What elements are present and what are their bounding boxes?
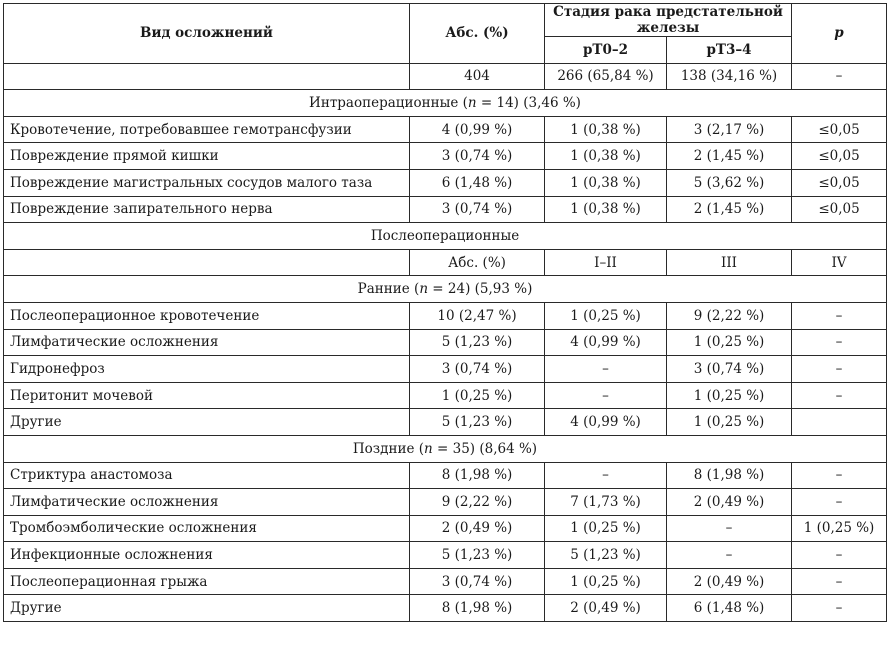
table-cell: 3 (2,17 %) xyxy=(667,116,792,143)
section-title xyxy=(4,276,887,303)
header-complication-type: Вид осложнений xyxy=(4,4,410,64)
table-cell: 8 (1,98 %) xyxy=(410,462,545,489)
table-cell: 3 (0,74 %) xyxy=(410,356,545,383)
table-cell: 2 (0,49 %) xyxy=(410,515,545,542)
table-cell: – xyxy=(792,568,887,595)
table-row xyxy=(4,169,887,196)
header-absolute: Абс. (%) xyxy=(410,4,545,64)
table-cell xyxy=(792,409,887,436)
table-row xyxy=(4,515,887,542)
table-cell: – xyxy=(792,329,887,356)
table-cell: – xyxy=(792,489,887,516)
table-cell: 6 (1,48 %) xyxy=(410,169,545,196)
table-cell: 5 (1,23 %) xyxy=(410,542,545,569)
section-text: Ранние ( xyxy=(357,281,420,298)
table-row xyxy=(4,462,887,489)
postop-header-grade-1-2: I–II xyxy=(545,249,667,276)
header-cancer-stage: Стадия рака предстательной железы xyxy=(545,4,792,37)
postop-header-grade-3: III xyxy=(667,249,792,276)
table-cell: 1 (0,38 %) xyxy=(545,196,667,223)
table-cell: 5 (3,62 %) xyxy=(667,169,792,196)
table-cell: 6 (1,48 %) xyxy=(667,595,792,622)
table-row xyxy=(4,595,887,622)
table-cell: 4 (0,99 %) xyxy=(545,409,667,436)
table-cell: 8 (1,98 %) xyxy=(667,462,792,489)
intraoperative-rows xyxy=(4,116,887,222)
table-cell: 4 (0,99 %) xyxy=(410,116,545,143)
table-cell: – xyxy=(545,462,667,489)
complication-name: Перитонит мочевой xyxy=(4,382,410,409)
table-cell: – xyxy=(667,542,792,569)
header-row xyxy=(4,4,887,37)
table-row xyxy=(4,302,887,329)
complication-name: Инфекционные осложнения xyxy=(4,542,410,569)
postop-header-row xyxy=(4,249,887,276)
table-cell: 3 (0,74 %) xyxy=(410,568,545,595)
complication-name: Кровотечение, потребовавшее гемотрансфузии xyxy=(4,116,410,143)
section-text: Поздние ( xyxy=(352,440,425,457)
table-row xyxy=(4,196,887,223)
postop-header-grade-4: IV xyxy=(792,249,887,276)
table-cell: – xyxy=(792,595,887,622)
table-row xyxy=(4,116,887,143)
table-cell: 4 (0,99 %) xyxy=(545,329,667,356)
complication-name: Повреждение прямой кишки xyxy=(4,143,410,170)
table-cell: 5 (1,23 %) xyxy=(410,329,545,356)
table-cell: 10 (2,47 %) xyxy=(410,302,545,329)
totals-row xyxy=(4,63,887,90)
table-cell: 1 (0,25 %) xyxy=(545,515,667,542)
table-cell: – xyxy=(792,382,887,409)
table-row xyxy=(4,542,887,569)
section-title xyxy=(4,435,887,462)
section-n: n xyxy=(467,94,477,111)
complication-name: Послеоперационная грыжа xyxy=(4,568,410,595)
table-cell: 3 (0,74 %) xyxy=(667,356,792,383)
header-p-value: p xyxy=(792,4,887,64)
table-cell: – xyxy=(792,356,887,383)
section-row-late xyxy=(4,435,887,462)
table-cell: 7 (1,73 %) xyxy=(545,489,667,516)
table-row xyxy=(4,382,887,409)
table-cell: – xyxy=(792,462,887,489)
table-cell: 2 (1,45 %) xyxy=(667,196,792,223)
table-cell: 3 (0,74 %) xyxy=(410,196,545,223)
table-cell: 1 (0,25 %) xyxy=(667,382,792,409)
section-text: Интраоперационные ( xyxy=(309,94,468,111)
table-cell: – xyxy=(545,356,667,383)
table-row xyxy=(4,409,887,436)
table-cell: ≤0,05 xyxy=(792,196,887,223)
table-cell: 2 (0,49 %) xyxy=(667,489,792,516)
section-row-early xyxy=(4,276,887,303)
table-cell: 1 (0,25 %) xyxy=(545,568,667,595)
table-cell: – xyxy=(792,302,887,329)
section-text: = 24) (5,93 %) xyxy=(428,281,533,298)
complication-name: Лимфатические осложнения xyxy=(4,329,410,356)
table-cell: 404 xyxy=(410,63,545,90)
table-cell: – xyxy=(667,515,792,542)
table-cell: 5 (1,23 %) xyxy=(545,542,667,569)
table-cell: 1 (0,25 %) xyxy=(667,329,792,356)
table-cell: 1 (0,25 %) xyxy=(667,409,792,436)
table-cell: 9 (2,22 %) xyxy=(667,302,792,329)
section-text: = 35) (8,64 %) xyxy=(432,440,538,457)
table-cell: 1 (0,25 %) xyxy=(410,382,545,409)
table-cell: 5 (1,23 %) xyxy=(410,409,545,436)
table-cell: 1 (0,38 %) xyxy=(545,116,667,143)
table-row xyxy=(4,143,887,170)
table-cell: 2 (1,45 %) xyxy=(667,143,792,170)
complication-name: Гидронефроз xyxy=(4,356,410,383)
complication-name: Другие xyxy=(4,409,410,436)
table-cell: 1 (0,38 %) xyxy=(545,143,667,170)
header-stage-pt0-2: pT0–2 xyxy=(545,37,667,64)
table-cell: 1 (0,25 %) xyxy=(545,302,667,329)
complication-name: Послеоперационное кровотечение xyxy=(4,302,410,329)
table-cell: 266 (65,84 %) xyxy=(545,63,667,90)
complication-name: Тромбоэмболические осложнения xyxy=(4,515,410,542)
table-cell: ≤0,05 xyxy=(792,143,887,170)
table-row xyxy=(4,329,887,356)
table-cell xyxy=(4,249,410,276)
complications-table xyxy=(3,3,887,622)
table-cell: 2 (0,49 %) xyxy=(667,568,792,595)
section-row-postoperative xyxy=(4,223,887,250)
table-cell: ≤0,05 xyxy=(792,169,887,196)
section-n: n xyxy=(424,440,433,457)
table-row xyxy=(4,356,887,383)
table-row xyxy=(4,489,887,516)
table-cell: – xyxy=(545,382,667,409)
complication-name: Другие xyxy=(4,595,410,622)
table-cell: – xyxy=(792,63,887,90)
complication-name: Лимфатические осложнения xyxy=(4,489,410,516)
complication-name: Стриктура анастомоза xyxy=(4,462,410,489)
section-n: n xyxy=(419,281,429,298)
complication-name: Повреждение магистральных сосудов малого таза xyxy=(4,169,410,196)
table-cell: 3 (0,74 %) xyxy=(410,143,545,170)
table-cell xyxy=(4,63,410,90)
postop-header-absolute: Абс. (%) xyxy=(410,249,545,276)
section-text: = 14) (3,46 %) xyxy=(476,94,581,111)
table-cell: 1 (0,25 %) xyxy=(792,515,887,542)
section-row-intraoperative xyxy=(4,90,887,117)
table-cell: 9 (2,22 %) xyxy=(410,489,545,516)
table-cell: 1 (0,38 %) xyxy=(545,169,667,196)
table-cell: 138 (34,16 %) xyxy=(667,63,792,90)
table-cell: – xyxy=(792,542,887,569)
table-cell: ≤0,05 xyxy=(792,116,887,143)
section-title xyxy=(4,90,887,117)
header-stage-pt3-4: pT3–4 xyxy=(667,37,792,64)
table-cell: 8 (1,98 %) xyxy=(410,595,545,622)
table-cell: 2 (0,49 %) xyxy=(545,595,667,622)
early-rows xyxy=(4,302,887,435)
late-rows xyxy=(4,462,887,622)
table-row xyxy=(4,568,887,595)
complication-name: Повреждение запирательного нерва xyxy=(4,196,410,223)
section-title: Послеоперационные xyxy=(4,223,887,250)
